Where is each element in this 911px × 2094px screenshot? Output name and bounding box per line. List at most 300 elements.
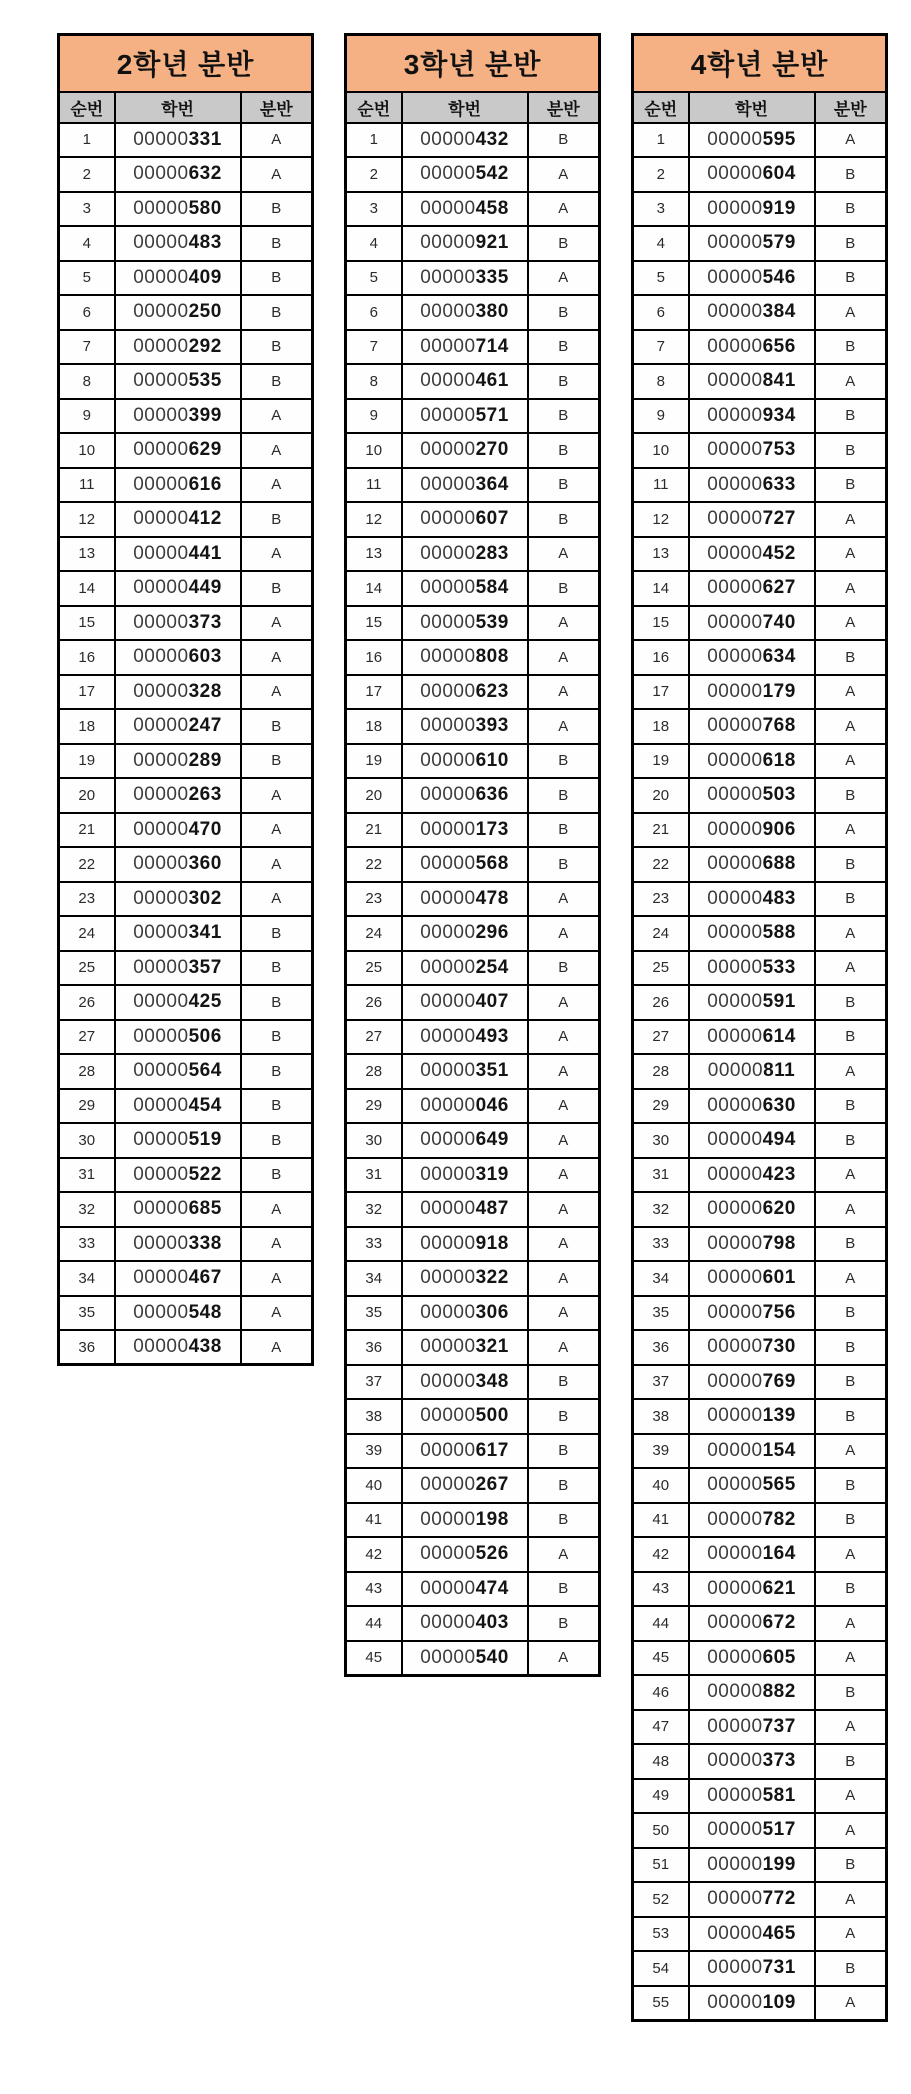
seq-cell: 5	[633, 261, 689, 296]
student-id-masked-prefix: 00000	[707, 370, 763, 392]
student-id-suffix: 753	[762, 439, 796, 461]
student-id-masked-prefix: 00000	[707, 1474, 763, 1496]
student-id-masked-prefix: 00000	[420, 1508, 476, 1530]
student-id-suffix: 906	[762, 818, 796, 840]
class-cell: A	[815, 295, 887, 330]
table-row	[633, 1572, 887, 1607]
seq-cell: 44	[633, 1606, 689, 1641]
class-cell: A	[815, 1606, 887, 1641]
student-id-suffix: 584	[475, 577, 509, 599]
table-row	[346, 1399, 600, 1434]
table-row	[59, 157, 313, 192]
student-id-cell	[689, 226, 815, 261]
student-id-cell	[689, 192, 815, 227]
student-id-masked-prefix: 00000	[707, 439, 763, 461]
seq-cell: 28	[346, 1054, 402, 1089]
class-cell: A	[815, 1054, 887, 1089]
student-id-cell	[689, 951, 815, 986]
table-row	[633, 1399, 887, 1434]
student-id-cell	[689, 1572, 815, 1607]
student-id-masked-prefix: 00000	[420, 1232, 476, 1254]
seq-cell: 10	[59, 433, 115, 468]
student-id-masked-prefix: 00000	[133, 646, 189, 668]
seq-cell: 51	[633, 1848, 689, 1883]
table-row	[633, 1986, 887, 2021]
student-id-masked-prefix: 00000	[420, 853, 476, 875]
student-id-suffix: 588	[762, 922, 796, 944]
col-header-ban: 분반	[815, 92, 887, 123]
seq-cell: 29	[346, 1089, 402, 1124]
student-id-suffix: 604	[762, 163, 796, 185]
table-row	[633, 1089, 887, 1124]
seq-cell: 16	[59, 640, 115, 675]
student-id-cell	[402, 882, 528, 917]
col-header-id: 학번	[689, 92, 815, 123]
student-id-suffix: 519	[188, 1129, 222, 1151]
table-row	[633, 744, 887, 779]
student-id-suffix: 782	[762, 1508, 796, 1530]
seq-cell: 47	[633, 1710, 689, 1745]
table-row	[59, 433, 313, 468]
student-id-masked-prefix: 00000	[707, 853, 763, 875]
student-id-suffix: 474	[475, 1577, 509, 1599]
class-cell: B	[528, 468, 600, 503]
student-id-cell	[689, 1606, 815, 1641]
student-id-suffix: 306	[475, 1301, 509, 1323]
table-row	[346, 882, 600, 917]
student-id-cell	[689, 813, 815, 848]
table-row	[59, 468, 313, 503]
class-cell: B	[815, 1123, 887, 1158]
student-id-suffix: 384	[762, 301, 796, 323]
class-cell: B	[528, 951, 600, 986]
class-cell: A	[241, 778, 313, 813]
student-id-suffix: 454	[188, 1094, 222, 1116]
student-id-suffix: 688	[762, 853, 796, 875]
student-id-suffix: 811	[763, 1060, 796, 1082]
seq-cell: 10	[346, 433, 402, 468]
student-id-masked-prefix: 00000	[707, 163, 763, 185]
seq-cell: 54	[633, 1951, 689, 1986]
table-row	[346, 675, 600, 710]
student-id-suffix: 179	[762, 680, 796, 702]
seq-cell: 26	[633, 985, 689, 1020]
student-id-masked-prefix: 00000	[707, 301, 763, 323]
seq-cell: 3	[633, 192, 689, 227]
student-id-masked-prefix: 00000	[133, 266, 189, 288]
seq-cell: 20	[59, 778, 115, 813]
seq-cell: 28	[633, 1054, 689, 1089]
table-row	[346, 1503, 600, 1538]
table-row	[346, 985, 600, 1020]
table-row	[633, 1606, 887, 1641]
seq-cell: 15	[59, 606, 115, 641]
student-id-cell	[689, 1330, 815, 1365]
class-cell: A	[528, 1641, 600, 1676]
student-id-suffix: 772	[762, 1888, 796, 1910]
seq-cell: 45	[346, 1641, 402, 1676]
seq-cell: 39	[346, 1434, 402, 1469]
class-cell: A	[815, 502, 887, 537]
student-id-masked-prefix: 00000	[133, 1301, 189, 1323]
table-row	[633, 295, 887, 330]
table-row	[633, 502, 887, 537]
class-cell: A	[528, 985, 600, 1020]
class-cell: A	[815, 1641, 887, 1676]
class-cell: A	[815, 1537, 887, 1572]
table-row	[346, 744, 600, 779]
student-id-suffix: 579	[762, 232, 796, 254]
student-id-masked-prefix: 00000	[133, 473, 189, 495]
seq-cell: 14	[59, 571, 115, 606]
seq-cell: 29	[633, 1089, 689, 1124]
student-id-masked-prefix: 00000	[133, 577, 189, 599]
student-id-suffix: 154	[762, 1439, 796, 1461]
seq-cell: 33	[633, 1227, 689, 1262]
student-id-suffix: 656	[762, 335, 796, 357]
class-cell: B	[815, 1089, 887, 1124]
student-id-cell	[402, 1330, 528, 1365]
table-row	[633, 606, 887, 641]
student-id-cell	[402, 1572, 528, 1607]
table-row	[59, 951, 313, 986]
class-cell: B	[815, 882, 887, 917]
student-id-cell	[689, 433, 815, 468]
student-id-cell	[689, 157, 815, 192]
student-id-masked-prefix: 00000	[420, 301, 476, 323]
class-cell: B	[528, 399, 600, 434]
student-id-cell	[402, 330, 528, 365]
seq-cell: 26	[59, 985, 115, 1020]
table-row	[346, 606, 600, 641]
student-id-suffix: 109	[762, 1991, 796, 2013]
student-id-suffix: 247	[188, 715, 222, 737]
seq-cell: 23	[633, 882, 689, 917]
class-cell: B	[528, 1399, 600, 1434]
student-id-suffix: 571	[475, 404, 509, 426]
table-row	[59, 709, 313, 744]
class-cell: A	[815, 916, 887, 951]
student-id-masked-prefix: 00000	[133, 1094, 189, 1116]
student-id-masked-prefix: 00000	[707, 335, 763, 357]
student-id-masked-prefix: 00000	[420, 508, 476, 530]
class-cell: A	[241, 606, 313, 641]
student-id-masked-prefix: 00000	[707, 1991, 763, 2013]
table-row	[346, 1330, 600, 1365]
student-id-cell	[402, 1641, 528, 1676]
student-id-suffix: 467	[188, 1267, 222, 1289]
student-id-masked-prefix: 00000	[133, 991, 189, 1013]
class-cell: B	[241, 571, 313, 606]
class-cell: A	[528, 192, 600, 227]
class-cell: A	[815, 1192, 887, 1227]
class-cell: A	[241, 1261, 313, 1296]
student-id-masked-prefix: 00000	[133, 680, 189, 702]
class-cell: A	[815, 1710, 887, 1745]
table-row	[633, 709, 887, 744]
student-id-masked-prefix: 00000	[707, 1853, 763, 1875]
student-id-cell	[402, 1365, 528, 1400]
student-id-suffix: 494	[762, 1129, 796, 1151]
table-row	[633, 1192, 887, 1227]
student-id-masked-prefix: 00000	[707, 1957, 763, 1979]
table-row	[346, 1434, 600, 1469]
student-id-cell	[115, 813, 241, 848]
student-id-masked-prefix: 00000	[420, 197, 476, 219]
student-id-masked-prefix: 00000	[707, 1888, 763, 1910]
student-id-suffix: 614	[762, 1025, 796, 1047]
table-row	[59, 1054, 313, 1089]
student-id-masked-prefix: 00000	[707, 991, 763, 1013]
student-id-suffix: 618	[762, 749, 796, 771]
seq-cell: 19	[59, 744, 115, 779]
seq-cell: 22	[59, 847, 115, 882]
student-id-cell	[115, 226, 241, 261]
student-id-suffix: 292	[188, 335, 222, 357]
student-id-masked-prefix: 00000	[707, 1129, 763, 1151]
student-id-suffix: 173	[475, 818, 509, 840]
student-id-cell	[689, 1296, 815, 1331]
student-id-suffix: 591	[762, 991, 796, 1013]
table-body	[346, 123, 600, 1676]
student-id-masked-prefix: 00000	[707, 1060, 764, 1082]
student-id-masked-prefix: 00000	[133, 1232, 189, 1254]
class-cell: A	[815, 364, 887, 399]
class-cell: B	[528, 330, 600, 365]
class-cell: B	[815, 1675, 887, 1710]
table-row	[346, 157, 600, 192]
student-id-suffix: 617	[475, 1439, 509, 1461]
seq-cell: 13	[346, 537, 402, 572]
student-id-cell	[689, 1917, 815, 1952]
class-cell: B	[815, 1227, 887, 1262]
table-row	[633, 571, 887, 606]
class-assignment-table	[344, 33, 601, 1677]
student-id-suffix: 627	[762, 577, 796, 599]
student-id-masked-prefix: 00000	[420, 266, 476, 288]
student-id-cell	[689, 744, 815, 779]
student-id-suffix: 302	[188, 887, 222, 909]
student-id-suffix: 633	[762, 473, 796, 495]
student-id-masked-prefix: 00000	[420, 1646, 476, 1668]
table-row	[59, 985, 313, 1020]
seq-cell: 38	[633, 1399, 689, 1434]
table-row	[59, 1330, 313, 1365]
student-id-suffix: 634	[762, 646, 796, 668]
table-row	[633, 1054, 887, 1089]
table-row	[633, 813, 887, 848]
student-id-masked-prefix: 00000	[420, 1163, 476, 1185]
student-id-masked-prefix: 00000	[707, 266, 763, 288]
student-id-suffix: 621	[762, 1577, 796, 1599]
seq-cell: 39	[633, 1434, 689, 1469]
student-id-cell	[115, 744, 241, 779]
table-row	[59, 744, 313, 779]
student-id-suffix: 267	[475, 1474, 509, 1496]
student-id-masked-prefix: 00000	[707, 956, 763, 978]
class-cell: A	[241, 1296, 313, 1331]
student-id-masked-prefix: 00000	[420, 577, 476, 599]
student-id-cell	[402, 1296, 528, 1331]
class-cell: B	[241, 295, 313, 330]
seq-cell: 44	[346, 1606, 402, 1641]
student-id-suffix: 629	[188, 439, 222, 461]
student-id-cell	[689, 1848, 815, 1883]
student-id-masked-prefix: 00000	[707, 1267, 763, 1289]
student-id-masked-prefix: 00000	[133, 611, 189, 633]
student-id-cell	[689, 1158, 815, 1193]
seq-cell: 27	[346, 1020, 402, 1055]
student-id-suffix: 412	[188, 508, 222, 530]
student-id-masked-prefix: 00000	[707, 749, 763, 771]
seq-cell: 25	[59, 951, 115, 986]
student-id-cell	[689, 364, 815, 399]
student-id-suffix: 616	[188, 473, 222, 495]
class-cell: A	[241, 1227, 313, 1262]
class-cell: B	[815, 433, 887, 468]
student-id-cell	[689, 709, 815, 744]
student-id-masked-prefix: 00000	[707, 1750, 763, 1772]
table-row	[633, 1813, 887, 1848]
seq-cell: 17	[633, 675, 689, 710]
student-id-suffix: 296	[475, 922, 509, 944]
student-id-cell	[689, 1192, 815, 1227]
class-cell: B	[528, 295, 600, 330]
student-id-masked-prefix: 00000	[133, 508, 189, 530]
table-row	[59, 192, 313, 227]
student-id-suffix: 918	[475, 1232, 509, 1254]
class-cell: B	[815, 847, 887, 882]
seq-cell: 36	[346, 1330, 402, 1365]
student-id-masked-prefix: 00000	[707, 232, 763, 254]
student-id-cell	[402, 847, 528, 882]
student-id-cell	[402, 226, 528, 261]
student-id-cell	[689, 847, 815, 882]
seq-cell: 12	[59, 502, 115, 537]
student-id-suffix: 483	[188, 232, 222, 254]
student-id-masked-prefix: 00000	[420, 1474, 476, 1496]
student-id-cell	[402, 1192, 528, 1227]
seq-cell: 35	[346, 1296, 402, 1331]
student-id-masked-prefix: 00000	[707, 1922, 763, 1944]
seq-cell: 7	[59, 330, 115, 365]
student-id-suffix: 407	[475, 991, 509, 1013]
student-id-cell	[402, 1227, 528, 1262]
student-id-masked-prefix: 00000	[133, 128, 189, 150]
class-cell: B	[815, 1330, 887, 1365]
student-id-masked-prefix: 00000	[420, 715, 476, 737]
student-id-cell	[115, 606, 241, 641]
student-id-cell	[402, 1606, 528, 1641]
student-id-cell	[402, 399, 528, 434]
table-row	[59, 295, 313, 330]
student-id-masked-prefix: 00000	[707, 784, 763, 806]
student-id-suffix: 478	[475, 887, 509, 909]
class-cell: A	[528, 1123, 600, 1158]
table-row	[59, 399, 313, 434]
table-row	[59, 502, 313, 537]
student-id-masked-prefix: 00000	[707, 1646, 763, 1668]
student-id-cell	[115, 882, 241, 917]
class-cell: A	[815, 123, 887, 158]
student-id-suffix: 360	[188, 853, 222, 875]
class-cell: A	[241, 847, 313, 882]
seq-cell: 16	[346, 640, 402, 675]
seq-cell: 36	[59, 1330, 115, 1365]
student-id-masked-prefix: 00000	[133, 1163, 189, 1185]
seq-cell: 38	[346, 1399, 402, 1434]
class-cell: A	[815, 1986, 887, 2021]
seq-cell: 26	[346, 985, 402, 1020]
student-id-suffix: 539	[475, 611, 509, 633]
class-cell: B	[815, 1399, 887, 1434]
student-id-cell	[402, 157, 528, 192]
seq-cell: 50	[633, 1813, 689, 1848]
class-cell: A	[528, 1089, 600, 1124]
student-id-cell	[115, 1020, 241, 1055]
class-cell: A	[815, 813, 887, 848]
student-id-masked-prefix: 00000	[420, 1060, 476, 1082]
student-id-cell	[402, 1054, 528, 1089]
seq-cell: 20	[633, 778, 689, 813]
table-title: 2학년 분반	[59, 35, 313, 92]
seq-cell: 14	[346, 571, 402, 606]
student-id-suffix: 564	[188, 1060, 222, 1082]
class-cell: A	[815, 1917, 887, 1952]
seq-cell: 46	[633, 1675, 689, 1710]
seq-cell: 16	[633, 640, 689, 675]
seq-cell: 30	[633, 1123, 689, 1158]
table-row	[633, 1503, 887, 1538]
class-cell: B	[815, 1365, 887, 1400]
seq-cell: 36	[633, 1330, 689, 1365]
table-row	[59, 364, 313, 399]
class-cell: A	[241, 433, 313, 468]
student-id-suffix: 623	[475, 680, 509, 702]
class-cell: B	[528, 1606, 600, 1641]
student-id-suffix: 283	[475, 542, 509, 564]
student-id-suffix: 503	[762, 784, 796, 806]
class-cell: B	[528, 778, 600, 813]
student-id-cell	[689, 1123, 815, 1158]
student-id-cell	[115, 1158, 241, 1193]
student-id-suffix: 432	[475, 128, 509, 150]
student-id-masked-prefix: 00000	[707, 1543, 763, 1565]
student-id-cell	[689, 1537, 815, 1572]
class-cell: B	[241, 1089, 313, 1124]
student-id-suffix: 934	[762, 404, 796, 426]
class-cell: A	[528, 1227, 600, 1262]
seq-cell: 52	[633, 1882, 689, 1917]
class-cell: A	[528, 640, 600, 675]
table-row	[59, 330, 313, 365]
class-cell: A	[528, 709, 600, 744]
student-id-cell	[689, 1227, 815, 1262]
class-cell: B	[241, 1054, 313, 1089]
table-title-row	[346, 35, 600, 92]
table-row	[633, 1882, 887, 1917]
student-id-suffix: 465	[762, 1922, 796, 1944]
student-id-cell	[402, 1123, 528, 1158]
class-assignment-tables-container	[57, 33, 888, 2022]
student-id-suffix: 548	[188, 1301, 222, 1323]
class-assignment-table	[631, 33, 888, 2022]
student-id-suffix: 672	[762, 1612, 796, 1634]
student-id-masked-prefix: 00000	[420, 991, 476, 1013]
table-row	[346, 778, 600, 813]
seq-cell: 9	[633, 399, 689, 434]
student-id-suffix: 517	[762, 1819, 796, 1841]
